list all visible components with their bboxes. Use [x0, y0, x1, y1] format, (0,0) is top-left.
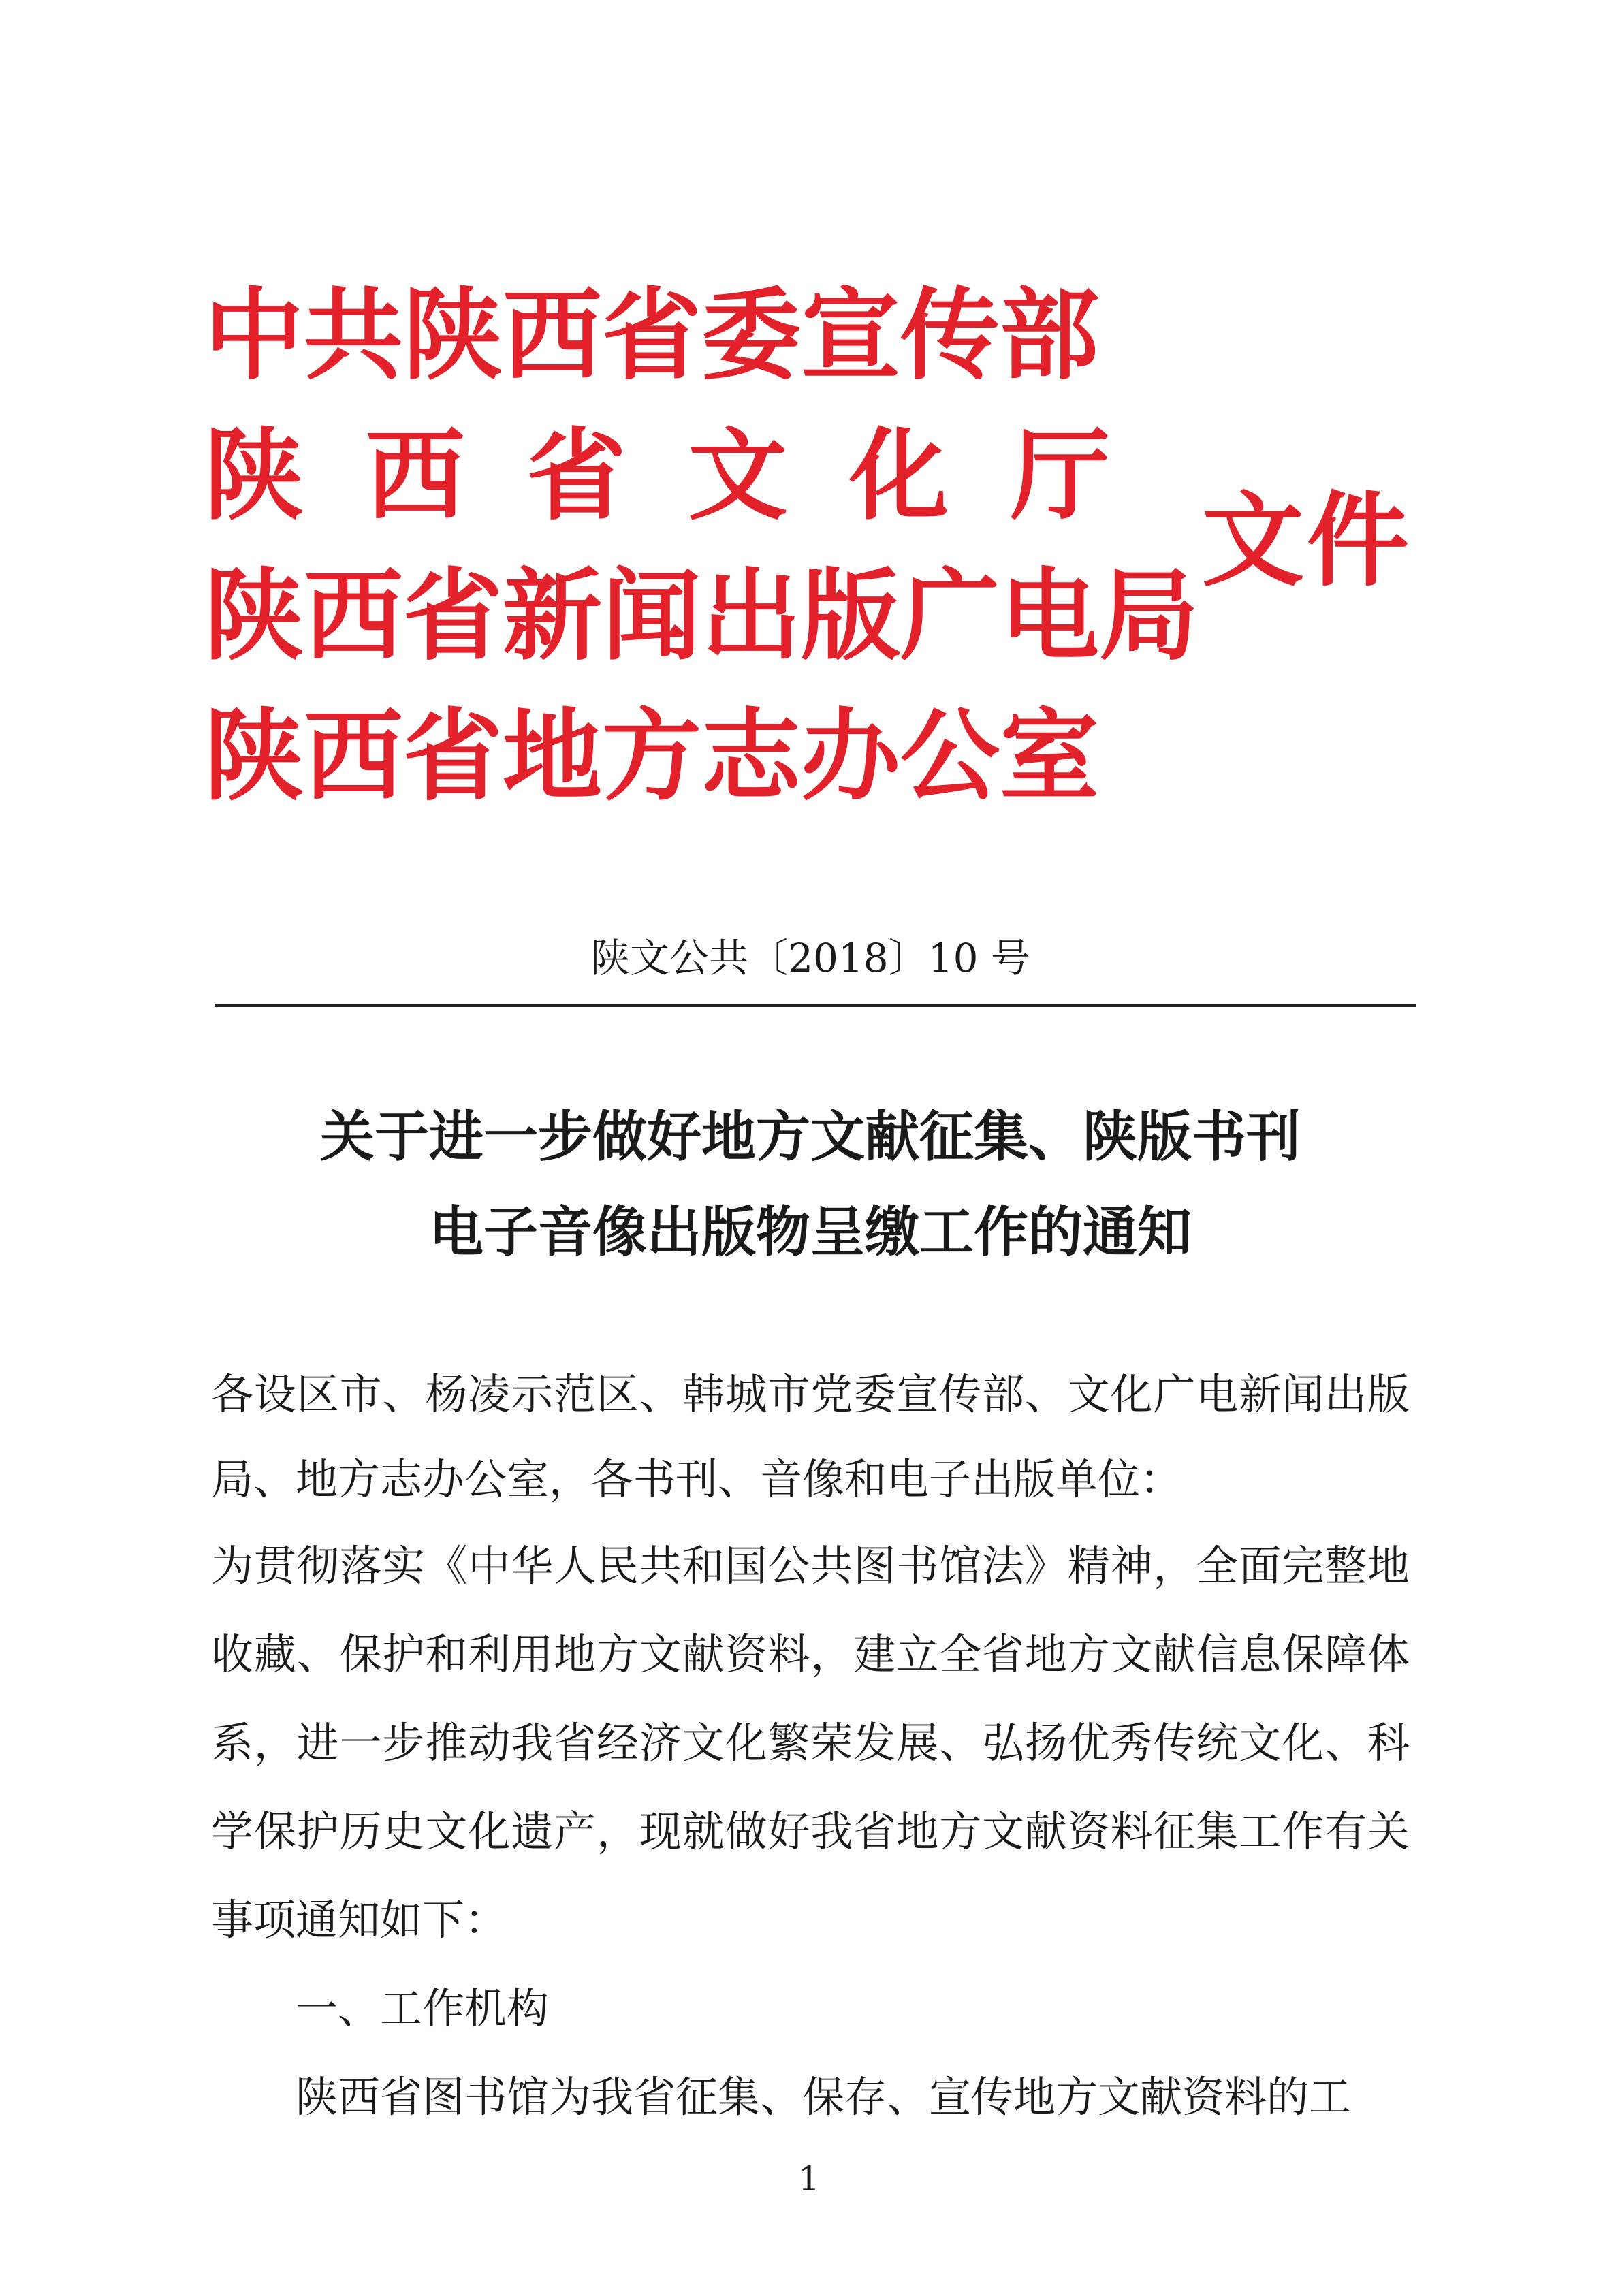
- notice-body: [211, 1352, 1410, 2141]
- page-number: 1: [798, 2159, 820, 2199]
- issuer-text: 陕西省新闻出版广电局: [204, 558, 1199, 674]
- issuer-line-propaganda-dept: [204, 278, 1110, 394]
- document-label: 文件: [1202, 482, 1412, 601]
- issuer-char: 文: [688, 418, 788, 534]
- notice-title: [204, 1089, 1416, 1280]
- issuer-line-press-bureau: [204, 558, 1199, 674]
- issuer-line-gazetteer-office: [204, 699, 1110, 814]
- issuer-text: 陕西省地方志办公室: [204, 699, 1099, 814]
- title-line-2: 电子音像出版物呈缴工作的通知: [429, 1200, 1192, 1264]
- addressee: 各设区市、杨凌示范区、韩城市党委宣传部、文化广电新闻出版局、地方志办公室，各书刊、音像和电子出版单位：: [211, 1369, 1410, 1504]
- issuer-char: 省: [526, 418, 626, 534]
- header-divider: [215, 1004, 1416, 1007]
- issuer-char: 化: [849, 418, 949, 534]
- issuer-text: 中共陕西省委宣传部: [204, 278, 1099, 394]
- body-paragraph: 陕西省图书馆为我省征集、保存、宣传地方文献资料的工: [296, 2072, 1352, 2122]
- issuer-line-culture-dept: [204, 418, 1110, 534]
- issuer-char: 陕: [204, 418, 304, 534]
- issuer-char: 厅: [1010, 418, 1110, 534]
- title-line-1: 关于进一步做好地方文献征集、陕版书刊: [320, 1105, 1301, 1168]
- section-heading: 一、工作机构: [296, 1983, 550, 2033]
- body-paragraph: 为贯彻落实《中华人民共和国公共图书馆法》精神，全面完整地收藏、保护和利用地方文献资料，建立全省地方文献信息保障体系，进一步推动我省经济文化繁荣发展、弘扬优秀传统文化、科学保护历史文化遗产，现就做好我省地方文献资料征集工作有关事项通知如下：: [211, 1541, 1410, 1945]
- issuer-char: 西: [365, 418, 465, 534]
- issuing-authorities: [204, 278, 1199, 847]
- document-number: 陕文公共〔2018〕10 号: [590, 935, 1030, 981]
